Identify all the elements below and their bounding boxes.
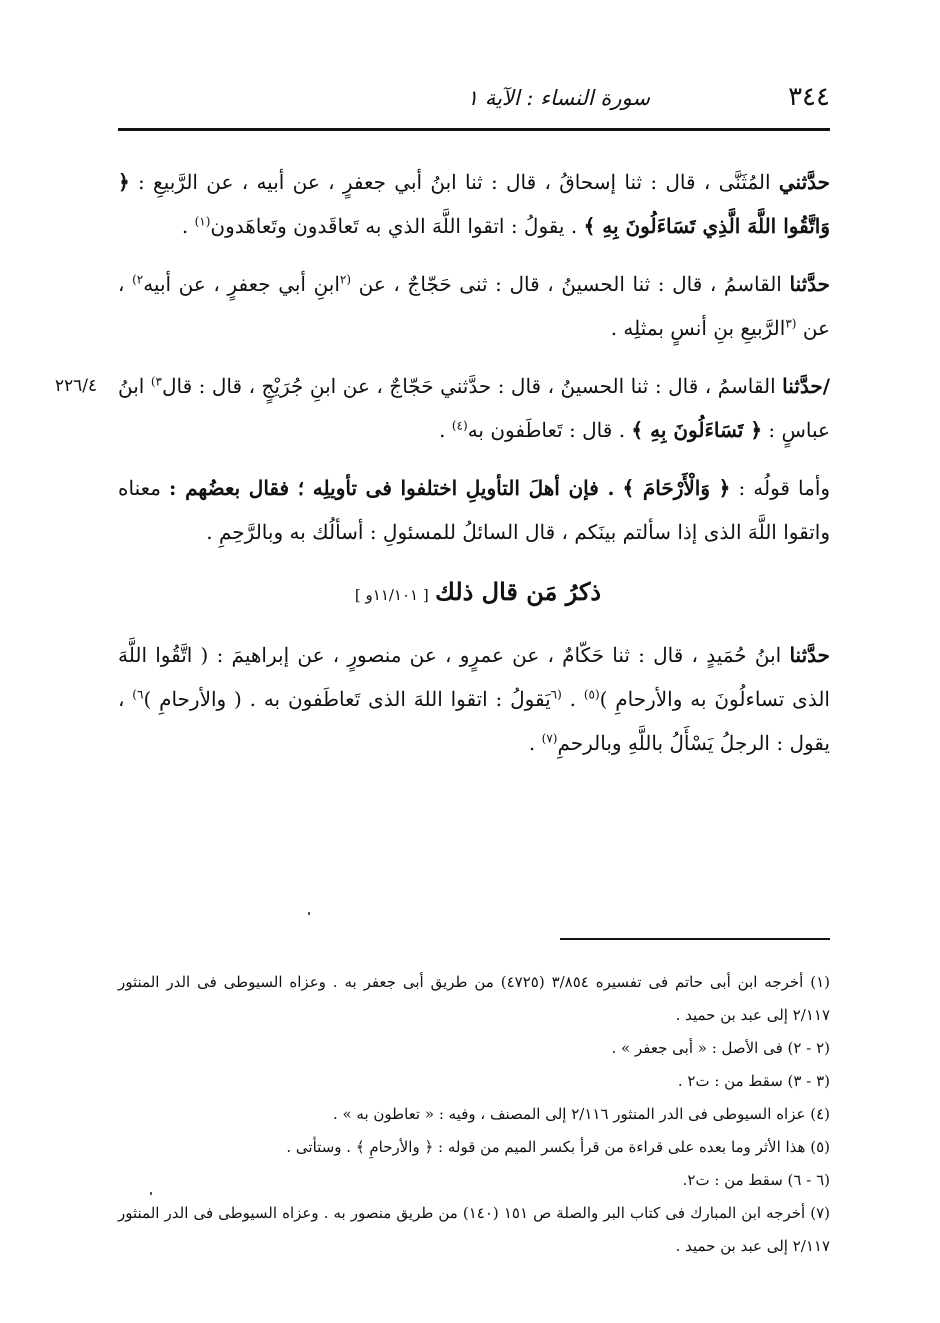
page-number: ٣٤٤ [788, 82, 830, 112]
section-heading [118, 572, 830, 615]
footnote-marker[interactable]: ٢) [132, 272, 144, 287]
paragraph-text: الرَّبيعِ بنِ أنسٍ بمثلِه . [610, 316, 786, 340]
paragraph-text: القاسمُ ، قال : ثنا الحسينُ ، قال : ثنى حَجّاجٌ ، عن [358, 272, 782, 296]
running-title: سورة النساء : الآية ١ [466, 86, 650, 110]
paragraph-text: المُثَنَّى ، قال : ثنا إسحاقُ ، قال : ثنا ابنُ أبي جعفرٍ ، عن أبيه ، عن الرَّبيعِ : [138, 170, 771, 194]
narration-lead: حدَّثنا [789, 643, 831, 667]
footnote-marker[interactable]: ٦) [132, 687, 144, 702]
paragraph-text: . قال : تَعاطَفون به [467, 418, 626, 442]
paragraph-text: . [439, 418, 446, 442]
paragraph-5 [118, 633, 830, 765]
paragraph-text: . يقولُ : اتقوا اللَّهَ الذي به تَعاقَدون وتَعاهَدون [210, 214, 578, 238]
footnote-7: (٧) أخرجه ابن المبارك فى كتاب البر والصلة ص ١٥١ (١٤٠) من طريق منصور به . وعزاه السيوطى فى الدر المنثور ٢/١١٧ إلى عبد بن حميد . [118, 1204, 831, 1255]
narration-lead: حدَّثنا [789, 272, 831, 296]
paragraph-text: القاسمُ ، قال : ثنا الحسينُ ، قال : حدَّثني حَجّاجٌ ، عن ابنِ جُرَيْجٍ ، قال : قال [162, 374, 776, 398]
header-rule [118, 128, 830, 131]
page-header [118, 80, 830, 124]
footnote-marker[interactable]: (٤) [451, 418, 468, 433]
footnote-marker[interactable]: (١) [194, 214, 211, 229]
paragraph-4 [118, 466, 830, 554]
paragraph-text: . [528, 731, 536, 755]
footnote-3: (٣ - ٣) سقط من : ت٢ . [677, 1072, 830, 1090]
footnote-marker[interactable]: (٢ [339, 272, 352, 287]
paragraph-3 [54, 364, 831, 452]
narration-lead: /حدَّثنا [782, 374, 831, 398]
quran-verse: ﴿ وَالْأَرْحَامَ ﴾ [622, 476, 731, 500]
paragraph-text: ، عن [118, 272, 830, 340]
paragraph-text: ابنُ عباسٍ : [118, 374, 830, 442]
margin-reference: ٢٢٦/٤ [54, 376, 98, 396]
manuscript-reference: [ ١١/١٠١و ] [354, 586, 429, 604]
paragraph-text: ( اتَّقُوا اللَّهَ الذى تساءلُونَ به والأرحامِ ) [118, 643, 830, 711]
footnote-5: (٥) هذا الأثر وما بعده على قراءة من قرأ بكسر الميم من قوله : ﴿ والأرحامِ ﴾ . وستأتى . [286, 1138, 830, 1156]
quran-verse: ﴿ تَسَاءَلُونَ بِهِ ﴾ [631, 418, 763, 442]
footnote-marker[interactable]: (٧) [541, 731, 558, 746]
footnote-2: (٢ - ٢) فى الأصل : « أبى جعفر » . [611, 1039, 830, 1057]
section-title: ذكرُ مَن قال ذلك [435, 577, 602, 606]
paragraph-text: . [181, 214, 189, 238]
footnote-marker[interactable]: (٥) [583, 687, 600, 702]
quran-verse: ﴿ وَاتَّقُوا اللَّهَ الَّذِي تَسَاءَلُونَ بِهِ ﴾ [118, 170, 830, 238]
paragraph-text: ابنُ حُمَيدٍ ، قال : ثنا حَكّامٌ ، عن عمرٍو ، عن منصورٍ ، عن إبراهيمَ : [216, 643, 782, 667]
paragraph-text: ابنِ أبي جعفرٍ ، عن أبيه [143, 272, 340, 296]
main-text [54, 160, 831, 779]
footnote-marker[interactable]: (٣ [785, 316, 797, 331]
scan-speck [150, 1192, 152, 1195]
narration-lead: حدَّثني [778, 170, 831, 194]
footnote-4: (٤) عزاه السيوطى فى الدر المنثور ٢/١١٦ إلى المصنف ، وفيه : « تعاطون به » . [332, 1105, 830, 1123]
paragraph-1 [118, 160, 830, 248]
paragraph-text: ، يقول : الرجلُ يَسْأَلُ باللَّهِ وبالرحمِ [118, 687, 830, 755]
paragraph-text: . [569, 687, 576, 711]
footnote-marker[interactable]: ٣) [150, 374, 162, 389]
scan-speck [308, 912, 310, 915]
paragraph-2 [118, 262, 830, 350]
footnote-6: (٦ - ٦) سقط من : ت٢. [682, 1171, 830, 1189]
bold-statement: . فإن أهلَ التأويلِ اختلفوا فى تأويلِه ؛ فقال بعضُهم : [169, 476, 615, 500]
paragraph-text: معناه واتقوا اللَّهَ الذى إذا سألتم بينَكم ، قال السائلُ للمسئولِ : أسألُك به وبالرَّحِمِ . [118, 476, 830, 544]
footnote-separator [560, 938, 830, 940]
paragraph-text: يَقولُ : اتقوا اللهَ الذى تَعاطَفون به . ( والأرحامِ ) [143, 687, 551, 711]
footnote-marker[interactable]: (٦ [550, 687, 562, 702]
footnote-1: (١) أخرجه ابن أبى حاتم فى تفسيره ٣/٨٥٤ (٤٧٢٥) من طريق أبى جعفر به . وعزاه السيوطى فى الدر المنثور ٢/١١٧ إلى عبد بن حميد . [118, 973, 831, 1024]
footnotes [118, 966, 830, 1263]
paragraph-text: وأما قولُه : [738, 476, 831, 500]
